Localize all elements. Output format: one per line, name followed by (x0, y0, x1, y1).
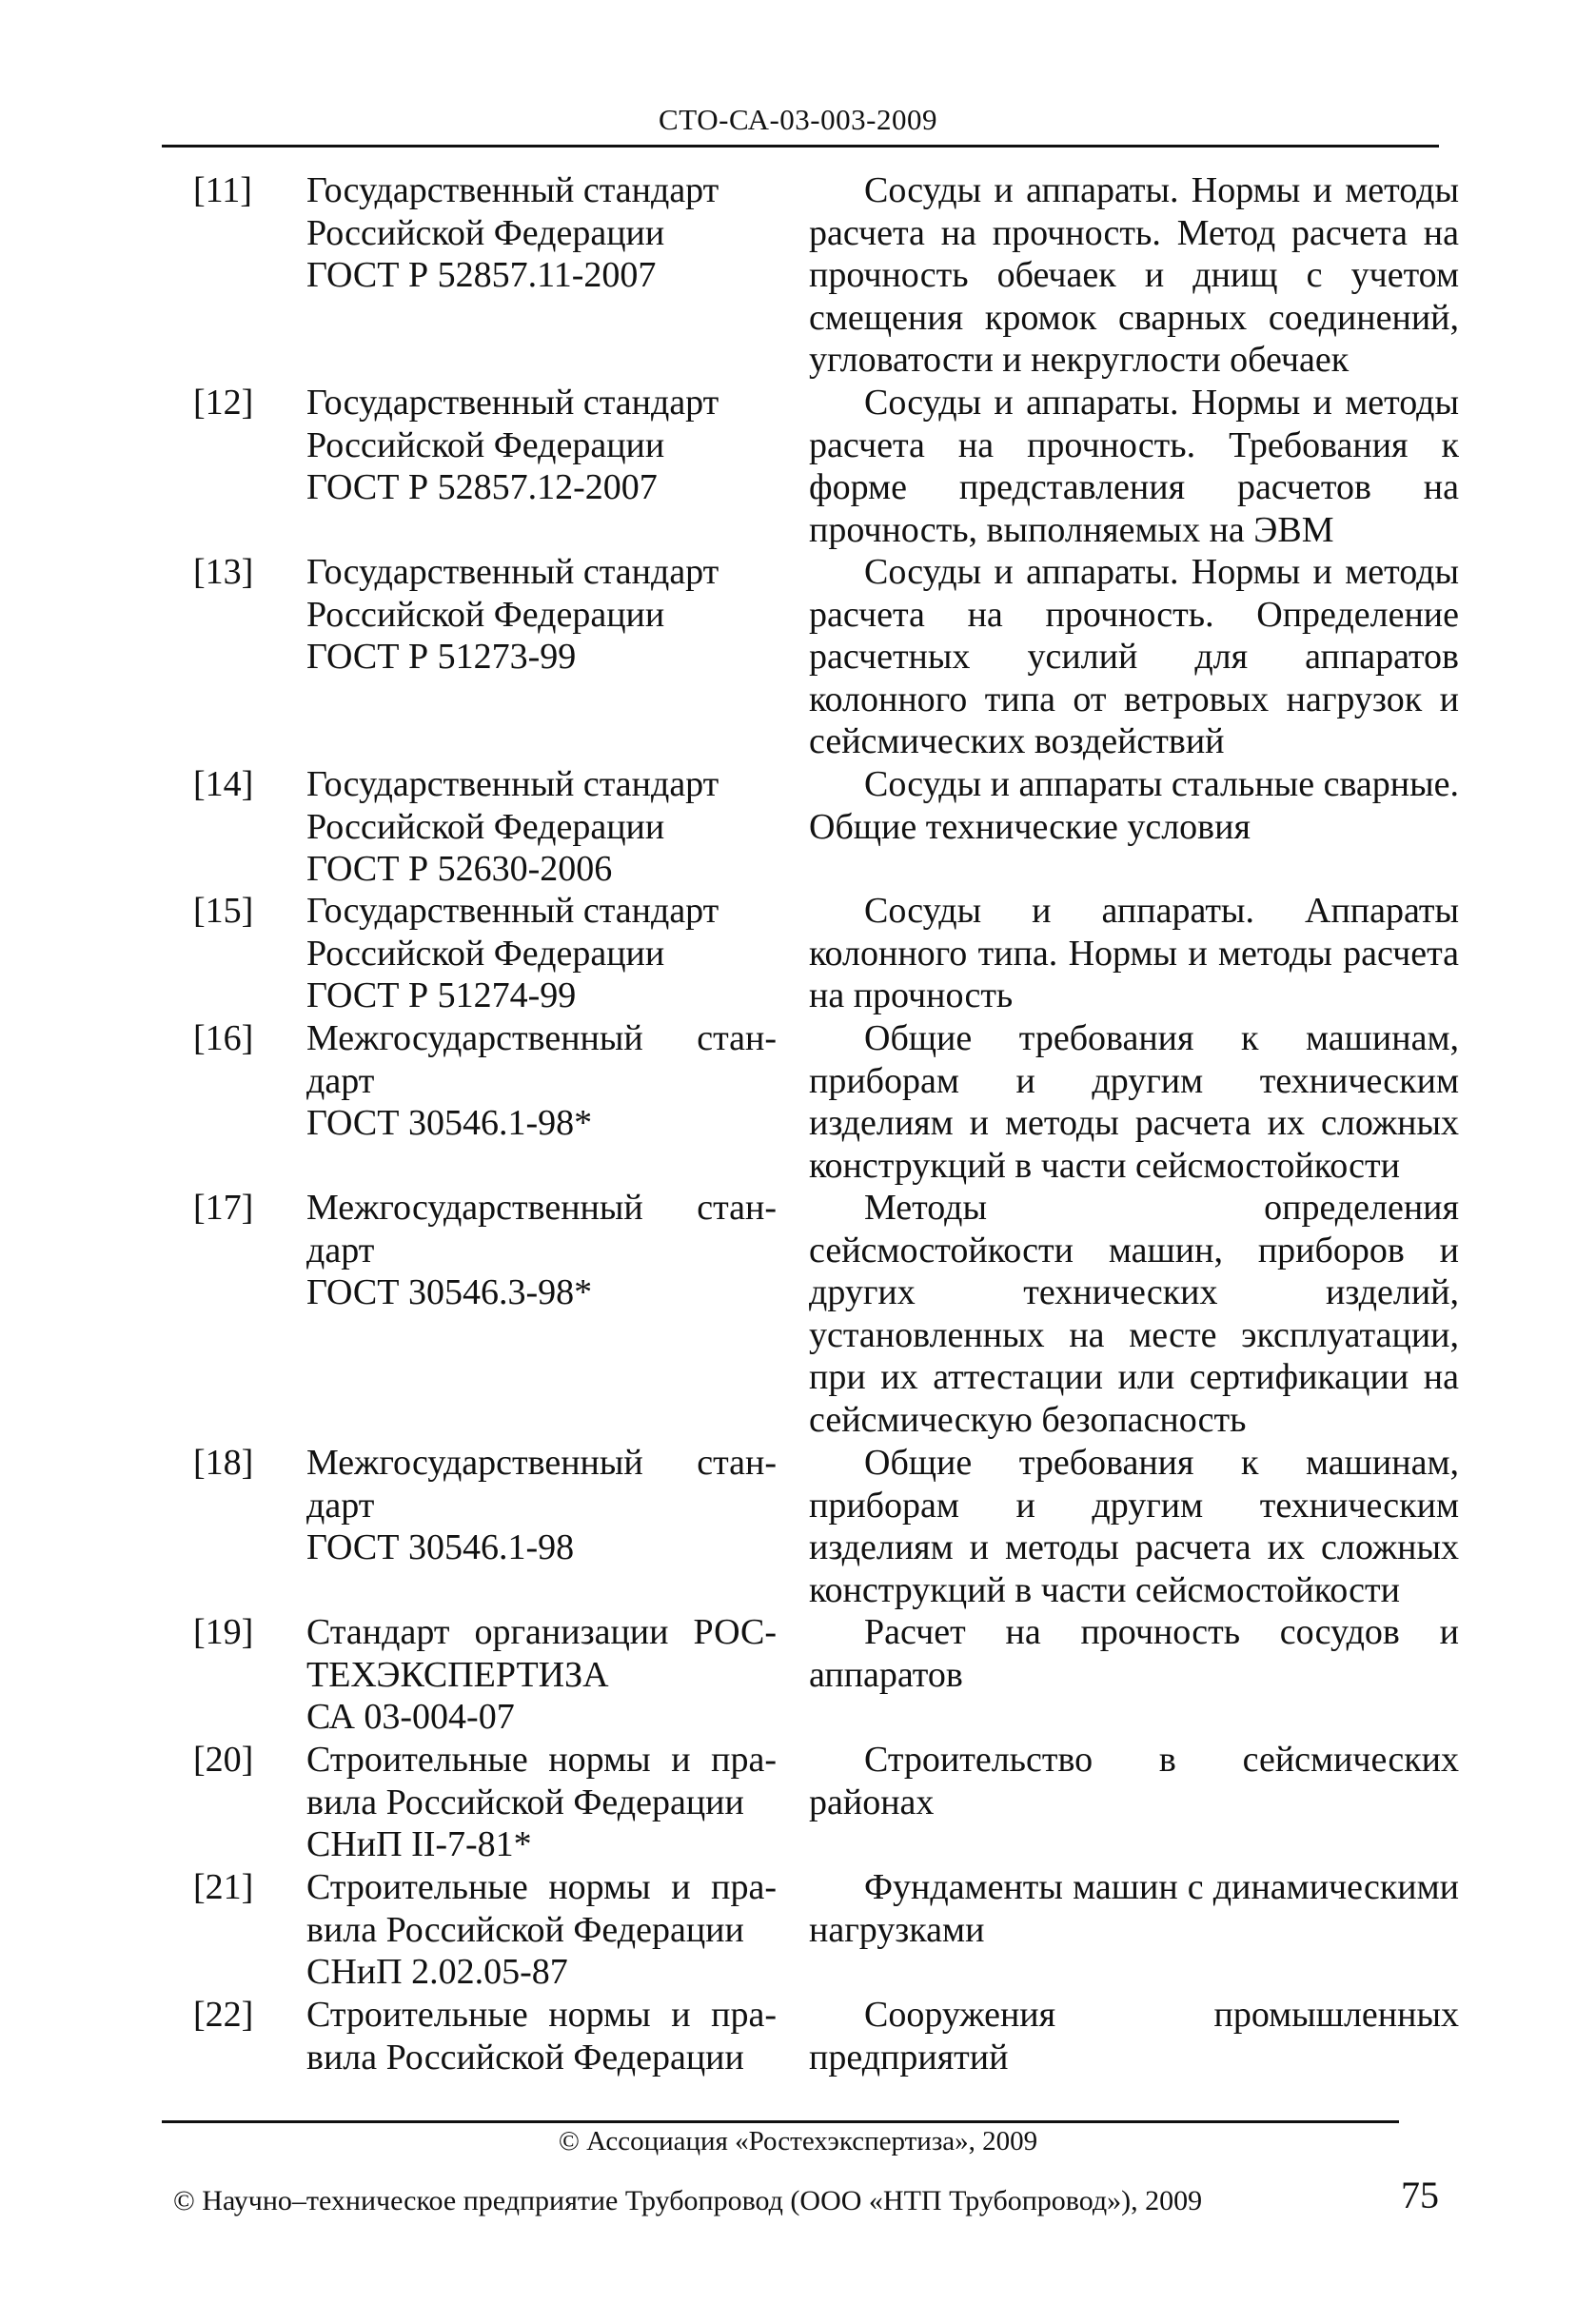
reference-entry (0, 382, 1596, 551)
reference-title (809, 1739, 1459, 1823)
reference-source (306, 169, 777, 297)
reference-source (306, 1187, 777, 1314)
reference-entry (0, 890, 1596, 1017)
source-line: Российской Федерации (306, 424, 665, 465)
reference-number: [18] (193, 1443, 254, 1483)
reference-title (809, 1017, 1459, 1187)
reference-number: [22] (193, 1995, 254, 2035)
reference-entry (0, 763, 1596, 890)
reference-number: [12] (193, 383, 254, 423)
title-text: Методы определения сейсмостойкости машин, приборов и других технических изделий, установленных на месте эксплуатации, при их аттестации или сертификации на сейсмическую безопасность (809, 1188, 1459, 1440)
reference-source (306, 551, 777, 679)
source-line: Государственный стандарт (306, 552, 719, 592)
page-number: 75 (1401, 2174, 1439, 2216)
reference-title (809, 1994, 1459, 2078)
title-text: Сосуды и аппараты. Нормы и методы расчета на прочность. Определение расчетных усилий для аппаратов колонного типа от ветровых нагрузок и сейсмических воздействий (809, 552, 1459, 761)
source-line: Стандарт организации РОС- (306, 1612, 777, 1652)
source-line: Межгосударственный стан- (306, 1188, 777, 1228)
reference-title (809, 890, 1459, 1017)
title-text: Общие требования к машинам, приборам и другим техническим изделиям и методы расчета их сложных конструкций в части сейсмостойкости (809, 1443, 1459, 1610)
reference-title (809, 169, 1459, 382)
reference-entry (0, 1739, 1596, 1866)
source-line: Российской Федерации (306, 806, 665, 847)
reference-entry (0, 1611, 1596, 1739)
source-line: вила Российской Федерации (306, 1782, 744, 1822)
source-line: Межгосударственный стан- (306, 1018, 777, 1058)
source-line: Российской Федерации (306, 594, 665, 635)
reference-number: [20] (193, 1740, 254, 1780)
title-text: Расчет на прочность сосудов и аппаратов (809, 1612, 1459, 1695)
source-line: Строительные нормы и пра- (306, 1867, 777, 1907)
reference-number: [11] (193, 170, 252, 210)
source-line: ГОСТ Р 51273-99 (306, 637, 577, 677)
source-line: ГОСТ Р 51274-99 (306, 975, 577, 1015)
reference-entry (0, 551, 1596, 763)
reference-entry (0, 1866, 1596, 1994)
reference-list (0, 169, 1596, 2079)
source-line: дарт (306, 1230, 375, 1270)
source-line: ГОСТ Р 52857.12-2007 (306, 467, 658, 507)
reference-source (306, 1739, 777, 1866)
reference-title (809, 763, 1459, 848)
reference-number: [14] (193, 764, 254, 804)
source-line: ГОСТ Р 52630-2006 (306, 849, 613, 889)
reference-title (809, 382, 1459, 551)
source-line: ГОСТ 30546.3-98* (306, 1272, 593, 1312)
title-text: Сосуды и аппараты стальные сварные. Общие технические условия (809, 764, 1459, 847)
title-text: Сооружения промышленных предприятий (809, 1995, 1459, 2078)
reference-entry (0, 1442, 1596, 1611)
reference-title (809, 1866, 1459, 1951)
reference-entry (0, 169, 1596, 382)
source-line: дарт (306, 1485, 375, 1526)
reference-source (306, 382, 777, 509)
reference-entry (0, 1017, 1596, 1187)
source-line: дарт (306, 1060, 375, 1101)
source-line: СНиП II-7-81* (306, 1824, 532, 1864)
document-code: СТО-СА-03-003-2009 (659, 103, 937, 136)
reference-title (809, 1611, 1459, 1696)
reference-number: [13] (193, 552, 254, 592)
title-text: Сосуды и аппараты. Нормы и методы расчета на прочность. Требования к форме представления расчетов на прочность, выполняемых на ЭВМ (809, 383, 1459, 550)
reference-source (306, 1017, 777, 1145)
source-line: Государственный стандарт (306, 891, 719, 931)
title-text: Строительство в сейсмических районах (809, 1740, 1459, 1822)
reference-source (306, 763, 777, 891)
source-line: СА 03-004-07 (306, 1697, 515, 1737)
reference-title (809, 551, 1459, 763)
reference-source (306, 1442, 777, 1569)
source-line: ГОСТ Р 52857.11-2007 (306, 255, 657, 295)
source-line: ГОСТ 30546.1-98* (306, 1103, 593, 1143)
reference-entry (0, 1994, 1596, 2079)
source-line: СНиП 2.02.05-87 (306, 1952, 568, 1992)
source-line: Государственный стандарт (306, 764, 719, 804)
footer-rule (162, 2120, 1399, 2123)
reference-source (306, 1994, 777, 2078)
source-line: Государственный стандарт (306, 383, 719, 423)
footer-copyright-association: © Ассоциация «Ростехэкспертиза», 2009 (558, 2126, 1038, 2156)
reference-title (809, 1442, 1459, 1611)
source-line: ГОСТ 30546.1-98 (306, 1527, 575, 1567)
title-text: Сосуды и аппараты. Нормы и методы расчета на прочность. Метод расчета на прочность обечаек и днищ с учетом смещения кромок сварных соединений, угловатости и некруглости обечаек (809, 170, 1459, 380)
reference-title (809, 1187, 1459, 1441)
reference-number: [19] (193, 1612, 254, 1652)
source-line: Межгосударственный стан- (306, 1443, 777, 1483)
reference-source (306, 1866, 777, 1994)
source-line: Строительные нормы и пра- (306, 1740, 777, 1780)
source-line: Российской Федерации (306, 212, 665, 253)
title-text: Общие требования к машинам, приборам и другим техническим изделиям и методы расчета их сложных конструкций в части сейсмостойкости (809, 1018, 1459, 1186)
source-line: ТЕХЭКСПЕРТИЗА (306, 1654, 609, 1695)
source-line: вила Российской Федерации (306, 1909, 744, 1950)
reference-number: [15] (193, 891, 254, 931)
source-line: вила Российской Федерации (306, 2037, 744, 2078)
reference-number: [17] (193, 1188, 254, 1228)
footer-copyright-ntp: © Научно–техническое предприятие Трубопровод (ООО «НТП Трубопровод»), 2009 (173, 2185, 1203, 2216)
reference-source (306, 1611, 777, 1739)
reference-number: [16] (193, 1018, 254, 1058)
title-text: Фундаменты машин с динамическими нагрузками (809, 1867, 1459, 1950)
reference-source (306, 890, 777, 1017)
reference-entry (0, 1187, 1596, 1442)
reference-number: [21] (193, 1867, 254, 1907)
source-line: Строительные нормы и пра- (306, 1995, 777, 2035)
source-line: Российской Федерации (306, 933, 665, 974)
header-rule (162, 145, 1439, 148)
title-text: Сосуды и аппараты. Аппараты колонного типа. Нормы и методы расчета на прочность (809, 891, 1459, 1015)
source-line: Государственный стандарт (306, 170, 719, 210)
